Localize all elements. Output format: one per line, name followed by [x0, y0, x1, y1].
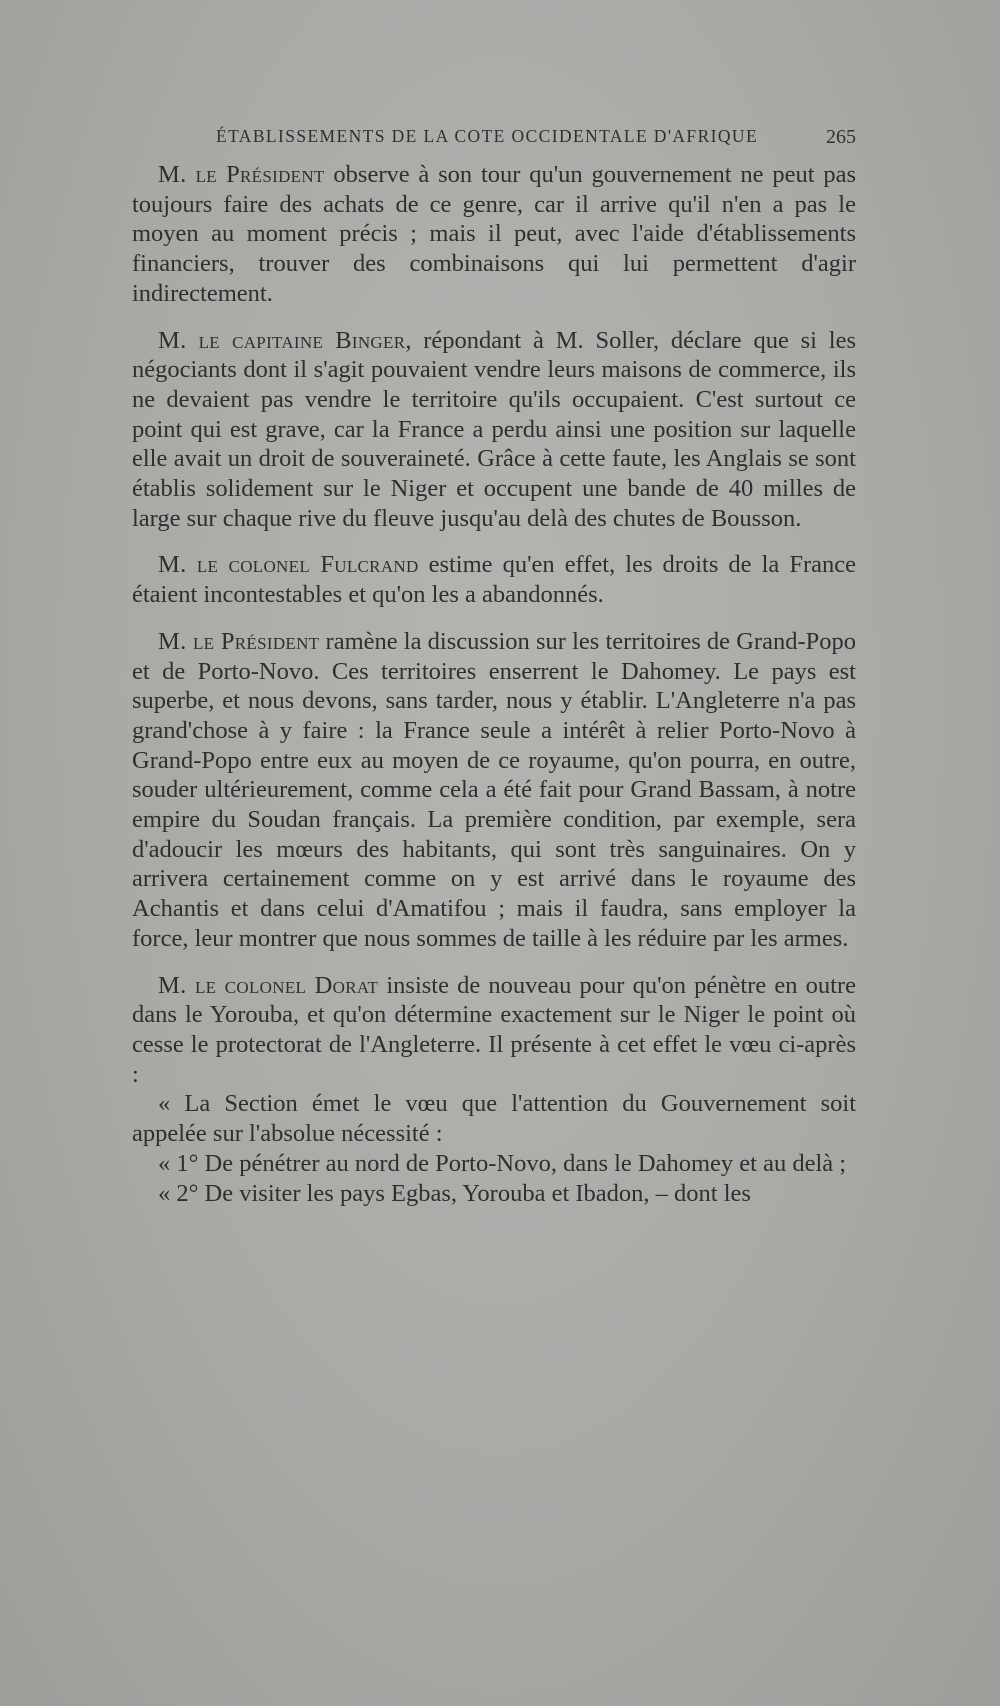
paragraph-text: ramène la discussion sur les territoires de Grand-Popo et de Porto-Novo. Ces territoires enserrent le Dahomey. Le pays est superbe, et nous devons, sans tarder, nous y établir. L'Angleterre n'a pas grand'chose à y faire : la France seule a intérêt à relier Porto-Novo à Grand-Popo entre eux au moyen de ce royaume, qu'on pourra, en outre, souder ultérieurement, comme cela a été fait pour Grand Bassam, à notre empire du Soudan français. La première condition, par exemple, sera d'adoucir les mœurs des habitants, qui sont très sanguinaires. On y arrivera certainement comme on y est arrivé dans le royaume des Achantis et dans celui d'Amatifou ; mais il faudra, sans employer la force, leur montrer que nous sommes de taille à les réduire par les armes. [132, 627, 856, 952]
paragraph [132, 627, 856, 954]
paragraph-text: estime qu'en effet, les droits de la France étaient incontestables et qu'on les a abandonnés. [132, 551, 856, 609]
motion-line: « 2° De visiter les pays Egbas, Yorouba et Ibadon, – dont les [158, 1179, 751, 1207]
speaker-name: M. le capitaine Binger [158, 326, 406, 354]
paragraph-text: , répondant à M. Soller, déclare que si les négociants dont il s'agit pouvaient vendre leurs maisons de commerce, ils ne devaient pas vendre le territoire qu'ils occupaient. C'est surtout ce point qui est grave, car la France a perdu ainsi une position sur laquelle elle avait un droit de souveraineté. Grâce à cette faute, les Anglais se sont établis solidement sur le Niger et occupent une bande de 40 milles de large sur chaque rive du fleuve jusqu'au delà des chutes de Bousson. [132, 326, 856, 532]
motion-line: « 1° De pénétrer au nord de Porto-Novo, dans le Dahomey et au delà ; [158, 1149, 847, 1177]
speaker-name: M. le Président [158, 627, 320, 655]
speaker-name: M. le colonel Dorat [158, 971, 379, 999]
page-number: 265 [826, 126, 856, 148]
paragraph [132, 550, 856, 609]
paragraph [132, 160, 856, 309]
running-title: ÉTABLISSEMENTS DE LA COTE OCCIDENTALE D'AFRIQUE [216, 126, 759, 146]
speaker-name: M. le colonel Fulcrand [158, 551, 419, 579]
paragraph-text: insiste de nouveau pour qu'on pénètre en outre dans le Yorouba, et qu'on détermine exactement sur le Niger le point où cesse le protectorat de l'Angleterre. Il présente à cet effet le vœu ci-après : [132, 971, 856, 1088]
paragraph [132, 971, 856, 1090]
body-text [132, 160, 856, 1208]
paragraph-text: observe à son tour qu'un gouvernement ne peut pas toujours faire des achats de ce genre, car il arrive qu'il n'en a pas le moyen au moment précis ; mais il peut, avec l'aide d'établissements financiers, trouver des combinaisons qui lui permettent d'agir indirectement. [132, 161, 856, 307]
motion-line: « La Section émet le vœu que l'attention du Gouvernement soit appelée sur l'absolue nécessité : [132, 1090, 856, 1148]
speaker-name: M. le Président [158, 161, 325, 188]
paragraph [132, 326, 856, 534]
running-head [132, 126, 856, 152]
